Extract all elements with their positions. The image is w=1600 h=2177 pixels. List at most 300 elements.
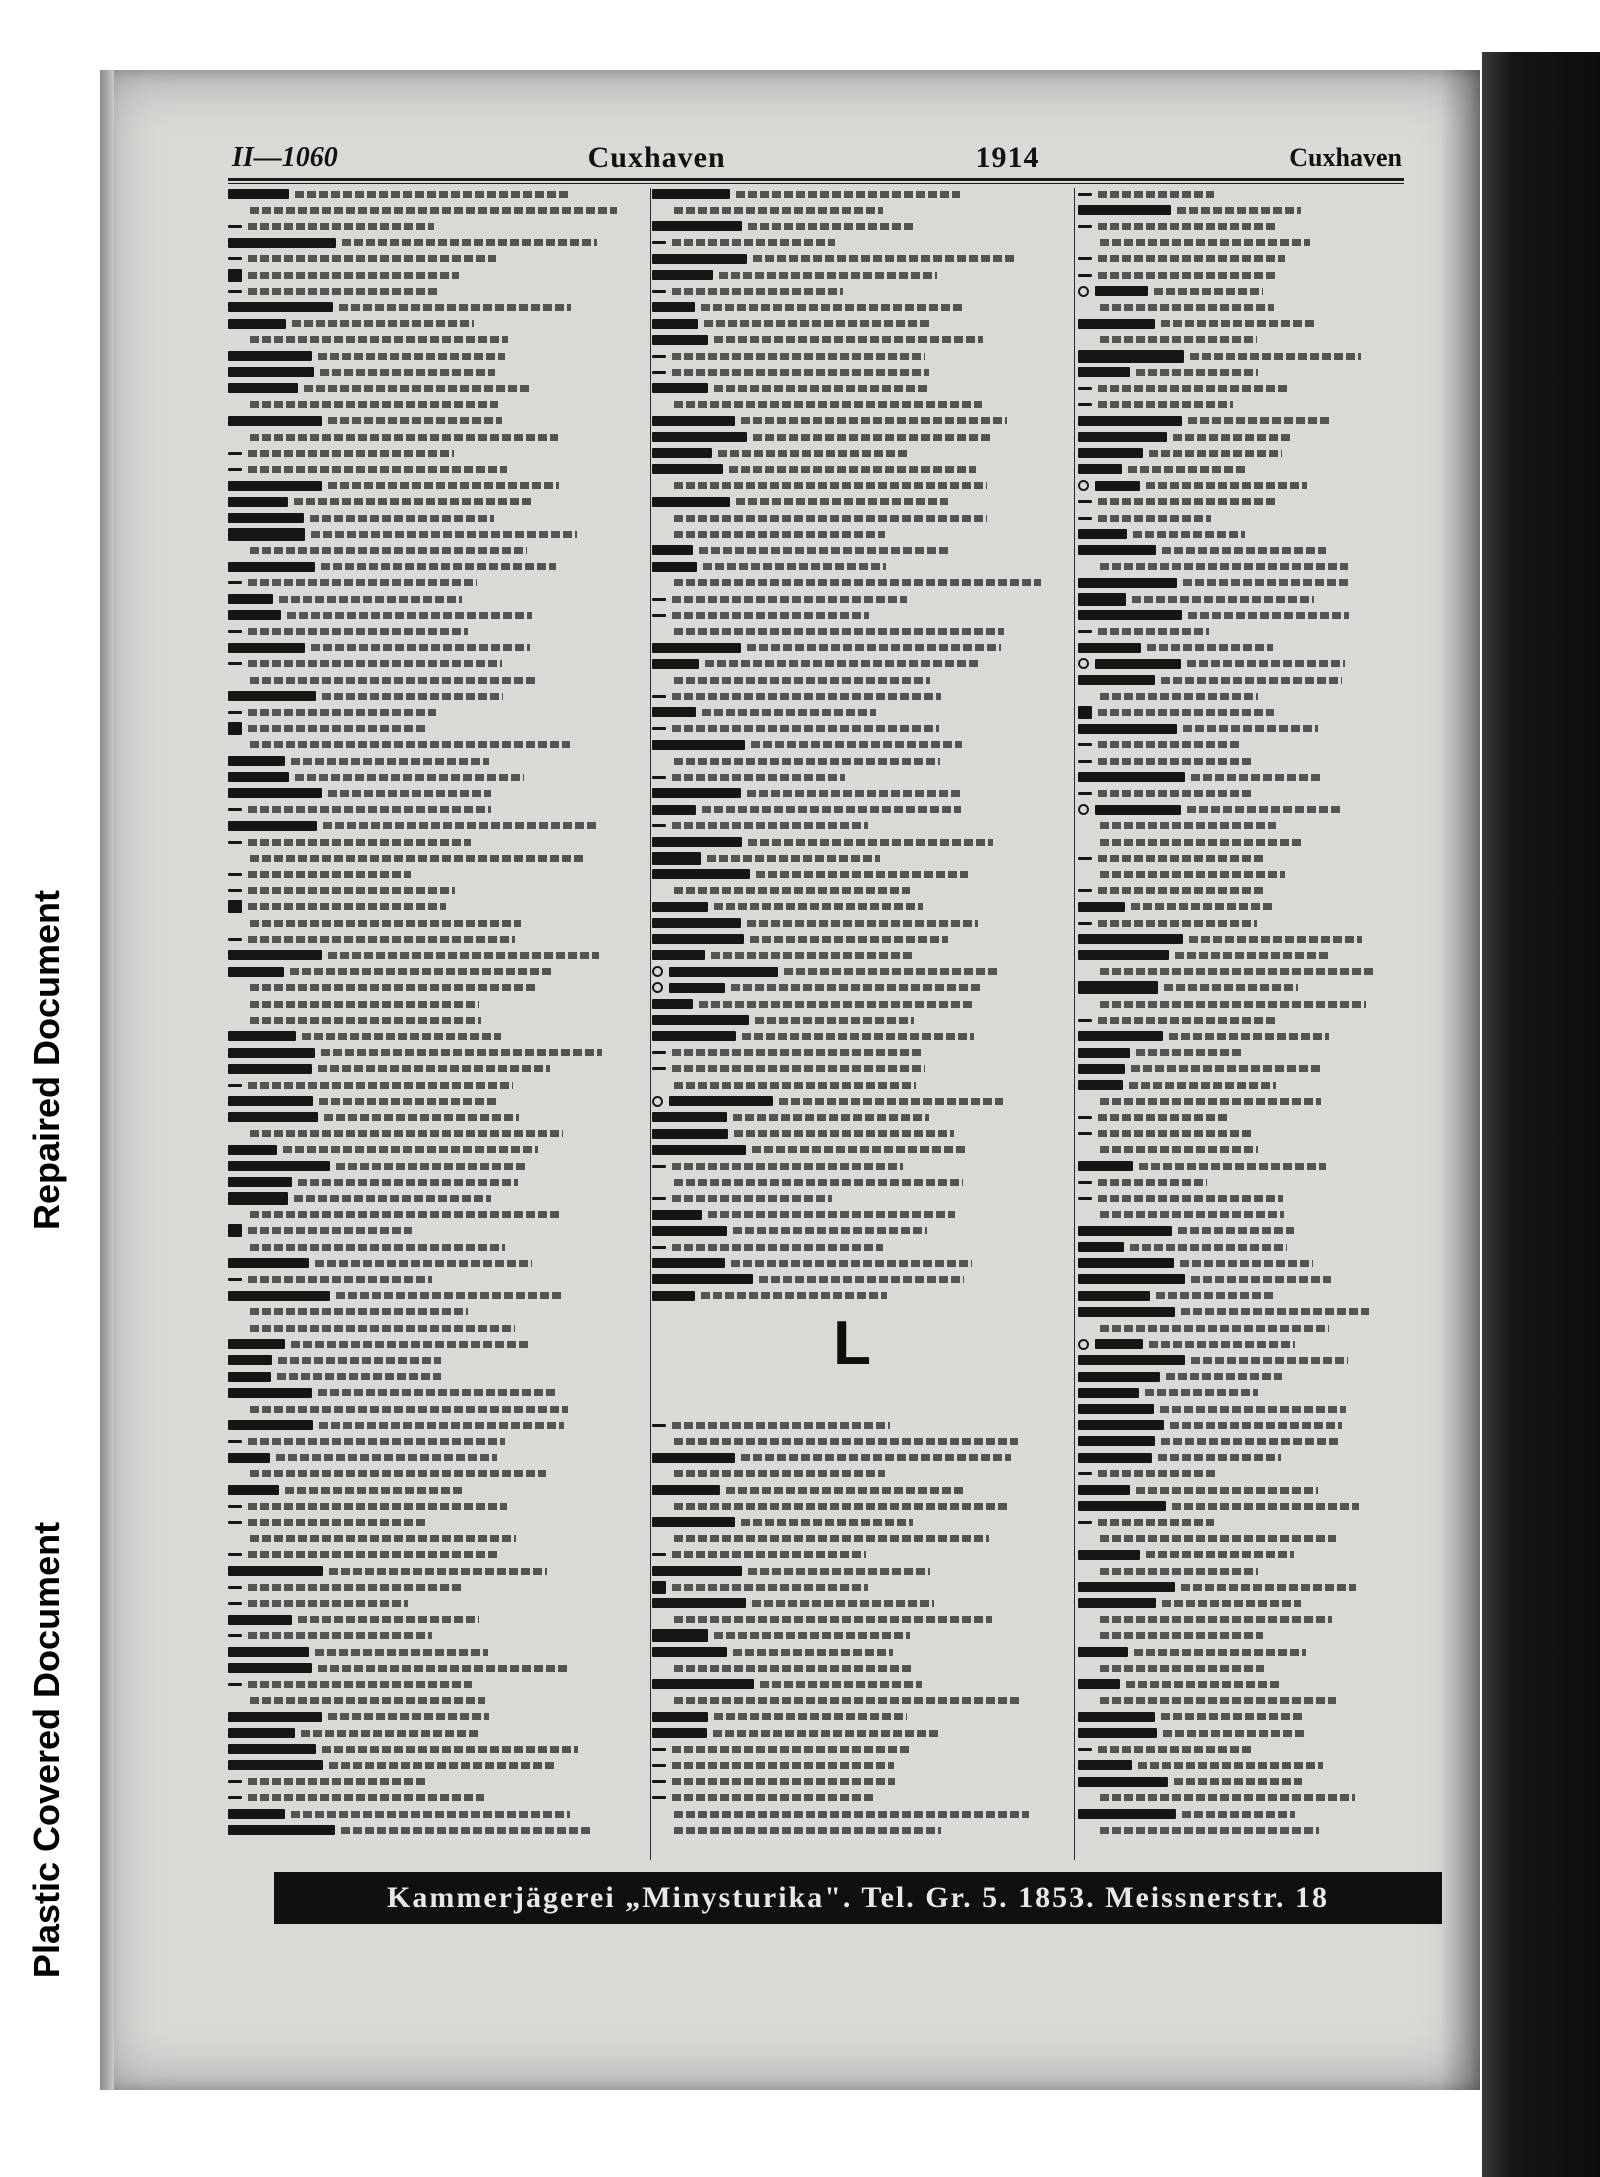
entry-name-mark <box>228 1796 242 1799</box>
directory-entry <box>228 1579 648 1595</box>
directory-entry <box>1078 1514 1404 1530</box>
entry-text-mark <box>779 1098 1003 1105</box>
entry-text-mark <box>248 1276 432 1283</box>
entry-name-mark <box>1078 630 1092 633</box>
directory-entry <box>652 235 1070 251</box>
directory-entry <box>652 1028 1070 1044</box>
directory-entry <box>228 1142 648 1158</box>
entry-name-mark <box>1078 934 1183 944</box>
entry-name-mark <box>228 841 242 844</box>
directory-entry <box>1078 478 1404 494</box>
directory-entry <box>652 380 1070 396</box>
directory-entry <box>652 1288 1070 1304</box>
column-separator <box>1074 188 1075 1860</box>
entry-name-mark <box>228 873 242 876</box>
directory-entry <box>652 656 1070 672</box>
directory-entry <box>652 964 1070 980</box>
directory-entry <box>1078 1158 1404 1174</box>
entry-name-mark <box>228 1388 312 1398</box>
directory-entry <box>1078 283 1404 299</box>
directory-entry <box>1078 251 1404 267</box>
directory-entry <box>228 186 648 202</box>
entry-text-mark <box>1161 320 1314 327</box>
entry-continuation <box>652 510 1070 526</box>
entry-text-mark <box>285 1487 462 1494</box>
entry-continuation <box>652 1612 1070 1628</box>
directory-entry <box>228 218 648 234</box>
entry-text-mark <box>674 887 910 894</box>
plastic-covered-document-text: Plastic Covered Document <box>26 1521 68 1979</box>
directory-entry <box>228 947 648 963</box>
entry-name-mark <box>228 691 316 701</box>
entry-name-mark <box>1078 1031 1163 1041</box>
entry-text-mark <box>1098 1130 1252 1137</box>
entry-text-mark <box>248 725 427 732</box>
directory-entry <box>652 899 1070 915</box>
entry-text-mark <box>329 1762 556 1769</box>
entry-name-mark <box>652 1712 708 1722</box>
directory-entry <box>652 542 1070 558</box>
directory-entry <box>228 1369 648 1385</box>
entry-name-mark <box>1078 274 1092 277</box>
repaired-document-text: Repaired Document <box>26 889 68 1231</box>
entry-name-mark <box>228 1663 312 1673</box>
entry-name-mark <box>1078 1080 1123 1090</box>
entry-name-mark <box>1078 1521 1092 1524</box>
entry-text-mark <box>760 1681 922 1688</box>
entry-text-mark <box>1100 968 1374 975</box>
directory-entry <box>228 1676 648 1692</box>
entry-name-mark <box>1095 1339 1143 1349</box>
directory-entry <box>228 1352 648 1368</box>
entry-continuation <box>228 1693 648 1709</box>
entry-name-mark <box>228 1192 288 1205</box>
entry-name-mark <box>652 1764 666 1767</box>
directory-entry <box>652 1774 1070 1790</box>
entry-text-mark <box>1164 984 1298 991</box>
entry-text-mark <box>248 1519 425 1526</box>
directory-entry <box>652 834 1070 850</box>
directory-entry <box>1078 769 1404 785</box>
entry-name-mark <box>228 528 305 541</box>
sheet-edge <box>100 70 114 2090</box>
directory-entry <box>1078 1045 1404 1061</box>
directory-entry <box>228 1612 648 1628</box>
directory-entry <box>652 996 1070 1012</box>
entry-text-mark <box>250 920 521 927</box>
entry-continuation <box>652 1466 1070 1482</box>
directory-entry <box>1078 640 1404 656</box>
entry-text-mark <box>674 1811 1029 1818</box>
entry-text-mark <box>1100 336 1257 343</box>
entry-text-mark <box>731 1260 972 1267</box>
directory-entry <box>228 1806 648 1822</box>
directory-column-1 <box>228 186 648 1866</box>
entry-text-mark <box>276 1454 497 1461</box>
directory-entry <box>1078 737 1404 753</box>
entry-text-mark <box>315 1649 488 1656</box>
entry-name-mark <box>1078 950 1169 960</box>
entry-name-mark <box>228 1096 313 1106</box>
entry-name-mark <box>652 189 730 199</box>
entry-name-mark <box>1078 1582 1175 1592</box>
directory-entry <box>652 1628 1070 1644</box>
entry-text-mark <box>674 515 987 522</box>
entry-name-mark <box>1078 1728 1157 1738</box>
entry-text-mark <box>1187 806 1341 813</box>
directory-entry <box>1078 575 1404 591</box>
entry-continuation <box>1078 1790 1404 1806</box>
directory-entry <box>1078 1174 1404 1190</box>
entry-name-mark <box>1078 1019 1092 1022</box>
entry-name-mark <box>228 1809 285 1819</box>
directory-entry <box>1078 445 1404 461</box>
entry-text-mark <box>1133 531 1245 538</box>
entry-name-mark <box>228 257 242 260</box>
entry-text-mark <box>278 1357 441 1364</box>
header-rule <box>228 178 1404 181</box>
entry-text-mark <box>1098 255 1285 262</box>
directory-entry <box>228 348 648 364</box>
directory-entry <box>1078 980 1404 996</box>
entry-text-mark <box>248 1227 412 1234</box>
directory-entry <box>228 494 648 510</box>
entry-text-mark <box>1177 207 1301 214</box>
entry-text-mark <box>672 1584 868 1591</box>
entry-name-mark <box>228 1339 285 1349</box>
entry-text-mark <box>250 1211 559 1218</box>
directory-entry <box>1078 1466 1404 1482</box>
directory-entry <box>652 1563 1070 1579</box>
directory-entry <box>228 235 648 251</box>
directory-entry <box>652 1158 1070 1174</box>
entry-text-mark <box>250 434 558 441</box>
entry-name-mark <box>1078 448 1143 458</box>
entry-text-mark <box>1129 1082 1276 1089</box>
entry-text-mark <box>784 968 998 975</box>
entry-continuation <box>652 753 1070 769</box>
entry-name-mark <box>228 1161 330 1171</box>
entry-text-mark <box>672 1778 895 1785</box>
entry-text-mark <box>1188 612 1349 619</box>
entry-text-mark <box>708 1211 955 1218</box>
entry-name-mark <box>1095 481 1140 491</box>
entry-text-mark <box>1169 1033 1329 1040</box>
directory-entry <box>1078 1644 1404 1660</box>
entry-name-mark <box>228 594 273 604</box>
directory-entry <box>1078 1109 1404 1125</box>
entry-text-mark <box>1136 1049 1244 1056</box>
entry-name-mark <box>1078 902 1125 912</box>
directory-entry <box>652 1255 1070 1271</box>
entry-name-mark <box>228 452 242 455</box>
entry-name-mark <box>228 1372 271 1382</box>
entry-text-mark <box>702 806 961 813</box>
entry-continuation <box>1078 1207 1404 1223</box>
entry-name-mark <box>228 497 288 507</box>
entry-name-mark <box>652 335 708 345</box>
entry-text-mark <box>302 1033 501 1040</box>
entry-text-mark <box>250 1001 479 1008</box>
entry-name-mark <box>228 900 242 913</box>
directory-entry <box>1078 591 1404 607</box>
entry-name-mark <box>652 598 666 601</box>
directory-entry <box>652 607 1070 623</box>
directory-entry <box>228 640 648 656</box>
entry-name-mark <box>228 938 242 941</box>
entry-text-mark <box>295 191 569 198</box>
directory-entry <box>652 1709 1070 1725</box>
directory-entry <box>652 980 1070 996</box>
directory-entry <box>652 688 1070 704</box>
directory-entry <box>652 332 1070 348</box>
entry-text-mark <box>1098 1017 1275 1024</box>
directory-entry <box>652 640 1070 656</box>
entry-name-mark <box>228 1505 242 1508</box>
entry-name-mark <box>652 659 699 669</box>
header-rule-thin <box>228 183 1404 184</box>
directory-entry <box>1078 915 1404 931</box>
directory-entry <box>652 429 1070 445</box>
entry-text-mark <box>1149 1341 1295 1348</box>
entry-name-mark <box>1078 1064 1125 1074</box>
entry-text-mark <box>248 223 434 230</box>
entry-text-mark <box>674 677 930 684</box>
entry-continuation <box>652 1822 1070 1838</box>
entry-name-mark <box>228 967 284 977</box>
entry-continuation <box>228 397 648 413</box>
entry-text-mark <box>1138 1762 1323 1769</box>
directory-entry <box>228 688 648 704</box>
entry-text-mark <box>1146 482 1307 489</box>
entry-name-mark <box>1078 1453 1152 1463</box>
entry-continuation <box>228 429 648 445</box>
entry-text-mark <box>1139 1163 1326 1170</box>
directory-entry <box>228 1741 648 1757</box>
entry-text-mark <box>320 369 495 376</box>
entry-text-mark <box>336 1292 561 1299</box>
entry-text-mark <box>1158 1454 1281 1461</box>
entry-name-mark <box>228 1278 242 1281</box>
entry-text-mark <box>741 417 1007 424</box>
entry-text-mark <box>1134 1649 1306 1656</box>
directory-entry <box>228 299 648 315</box>
entry-text-mark <box>672 1065 925 1072</box>
entry-name-mark <box>652 1566 742 1576</box>
directory-entry <box>228 1077 648 1093</box>
entry-text-mark <box>1100 1098 1321 1105</box>
entry-text-mark <box>753 434 992 441</box>
directory-entry <box>1078 1806 1404 1822</box>
entry-name-mark <box>652 241 666 244</box>
entry-text-mark <box>1183 579 1351 586</box>
entry-text-mark <box>674 531 885 538</box>
entry-text-mark <box>1098 385 1287 392</box>
directory-entry <box>228 1255 648 1271</box>
entry-text-mark <box>1170 1422 1342 1429</box>
directory-entry <box>228 1288 648 1304</box>
entry-text-mark <box>1100 1146 1258 1153</box>
directory-entry <box>228 1595 648 1611</box>
entry-text-mark <box>1172 1503 1359 1510</box>
directory-entry <box>652 559 1070 575</box>
entry-text-mark <box>672 369 929 376</box>
entry-continuation <box>1078 1093 1404 1109</box>
entry-continuation <box>1078 834 1404 850</box>
entry-text-mark <box>750 936 948 943</box>
directory-entry <box>228 283 648 299</box>
entry-text-mark <box>329 1568 547 1575</box>
entry-name-mark <box>652 643 741 653</box>
entry-name-mark <box>652 999 693 1009</box>
entry-text-mark <box>747 644 1001 651</box>
entry-text-mark <box>1189 936 1362 943</box>
entry-name-mark <box>228 319 286 329</box>
directory-entry <box>228 413 648 429</box>
entry-name-mark <box>652 383 708 393</box>
page-header <box>232 140 1402 176</box>
entry-name-mark <box>228 1712 322 1722</box>
entry-text-mark <box>1190 353 1361 360</box>
entry-text-mark <box>341 1827 591 1834</box>
directory-entry <box>228 607 648 623</box>
entry-name-mark <box>228 238 336 248</box>
entry-name-mark <box>1078 610 1182 620</box>
entry-name-mark <box>1078 416 1182 426</box>
directory-entry <box>1078 1547 1404 1563</box>
entry-text-mark <box>248 806 491 813</box>
entry-text-mark <box>674 628 1004 635</box>
directory-entry <box>228 251 648 267</box>
entry-text-mark <box>250 1697 485 1704</box>
entry-name-mark <box>228 1031 296 1041</box>
entry-name-mark <box>652 432 747 442</box>
directory-entry <box>228 1028 648 1044</box>
entry-continuation <box>228 1531 648 1547</box>
directory-entry <box>228 1790 648 1806</box>
entry-text-mark <box>336 1163 528 1170</box>
directory-entry <box>228 721 648 737</box>
directory-entry <box>1078 1012 1404 1028</box>
entry-text-mark <box>1180 1260 1313 1267</box>
entry-text-mark <box>1100 563 1348 570</box>
entry-continuation <box>228 1304 648 1320</box>
entry-text-mark <box>1174 1778 1302 1785</box>
entry-name-mark <box>228 1602 242 1605</box>
entry-text-mark <box>674 1665 913 1672</box>
directory-entry <box>1078 1255 1404 1271</box>
directory-entry <box>652 494 1070 510</box>
entry-text-mark <box>729 466 976 473</box>
directory-entry <box>652 1595 1070 1611</box>
directory-entry <box>1078 1271 1404 1287</box>
entry-name-mark <box>228 1112 318 1122</box>
entry-name-mark <box>228 772 289 782</box>
entry-name-mark <box>669 967 778 977</box>
entry-name-mark <box>652 1258 725 1268</box>
directory-entry <box>228 1385 648 1401</box>
entry-continuation <box>652 478 1070 494</box>
entry-name-mark <box>652 1517 735 1527</box>
entry-name-mark <box>228 481 322 491</box>
entry-text-mark <box>731 984 983 991</box>
entry-continuation <box>652 1174 1070 1190</box>
entry-name-mark <box>1095 805 1181 815</box>
directory-entry <box>228 704 648 720</box>
entry-name-mark <box>1078 529 1127 539</box>
entry-text-mark <box>672 1794 875 1801</box>
directory-entry <box>1078 883 1404 899</box>
entry-continuation <box>1078 559 1404 575</box>
directory-entry <box>1078 623 1404 639</box>
entry-continuation <box>228 1126 648 1142</box>
entry-text-mark <box>1191 1276 1331 1283</box>
header-city-right: Cuxhaven <box>1289 143 1402 172</box>
entry-text-mark <box>1100 1535 1336 1542</box>
entry-name-mark <box>652 1291 695 1301</box>
directory-entry <box>228 899 648 915</box>
directory-entry <box>1078 1304 1404 1320</box>
directory-entry <box>652 1741 1070 1757</box>
directory-entry <box>1078 1352 1404 1368</box>
directory-entry <box>652 348 1070 364</box>
entry-name-mark <box>652 1197 666 1200</box>
directory-entry <box>1078 380 1404 396</box>
entry-text-mark <box>1098 401 1233 408</box>
entry-text-mark <box>294 498 534 505</box>
directory-entry <box>652 704 1070 720</box>
directory-entry <box>1078 1401 1404 1417</box>
entry-name-mark <box>228 416 322 426</box>
entry-text-mark <box>1100 1616 1332 1623</box>
directory-entry <box>1078 202 1404 218</box>
entry-text-mark <box>755 1017 914 1024</box>
entry-continuation <box>652 1531 1070 1547</box>
directory-entry <box>652 1725 1070 1741</box>
entry-name-mark <box>652 1051 666 1054</box>
entry-name-mark <box>652 1129 728 1139</box>
entry-text-mark <box>713 1730 939 1737</box>
entry-text-mark <box>702 709 876 716</box>
entry-text-mark <box>674 401 982 408</box>
entry-text-mark <box>747 920 978 927</box>
entry-text-mark <box>672 1551 866 1558</box>
entry-text-mark <box>250 1130 563 1137</box>
entry-name-mark <box>652 302 695 312</box>
entry-name-mark <box>228 1453 270 1463</box>
entry-text-mark <box>719 272 937 279</box>
directory-column-2 <box>652 186 1070 1866</box>
entry-text-mark <box>1100 1568 1258 1575</box>
entry-text-mark <box>291 1341 528 1348</box>
entry-text-mark <box>321 1049 602 1056</box>
entry-text-mark <box>1161 677 1342 684</box>
entry-text-mark <box>1100 1001 1366 1008</box>
entry-text-mark <box>674 758 940 765</box>
directory-entry <box>1078 267 1404 283</box>
entry-name-mark <box>652 918 741 928</box>
entry-text-mark <box>1149 450 1282 457</box>
directory-entry <box>1078 1709 1404 1725</box>
entry-text-mark <box>290 968 552 975</box>
entry-text-mark <box>1161 1713 1305 1720</box>
entry-name-mark <box>652 776 666 779</box>
entry-name-mark <box>228 1553 242 1556</box>
directory-entry <box>228 1450 648 1466</box>
entry-text-mark <box>1098 1179 1207 1186</box>
entry-text-mark <box>726 1487 966 1494</box>
entry-text-mark <box>323 822 596 829</box>
